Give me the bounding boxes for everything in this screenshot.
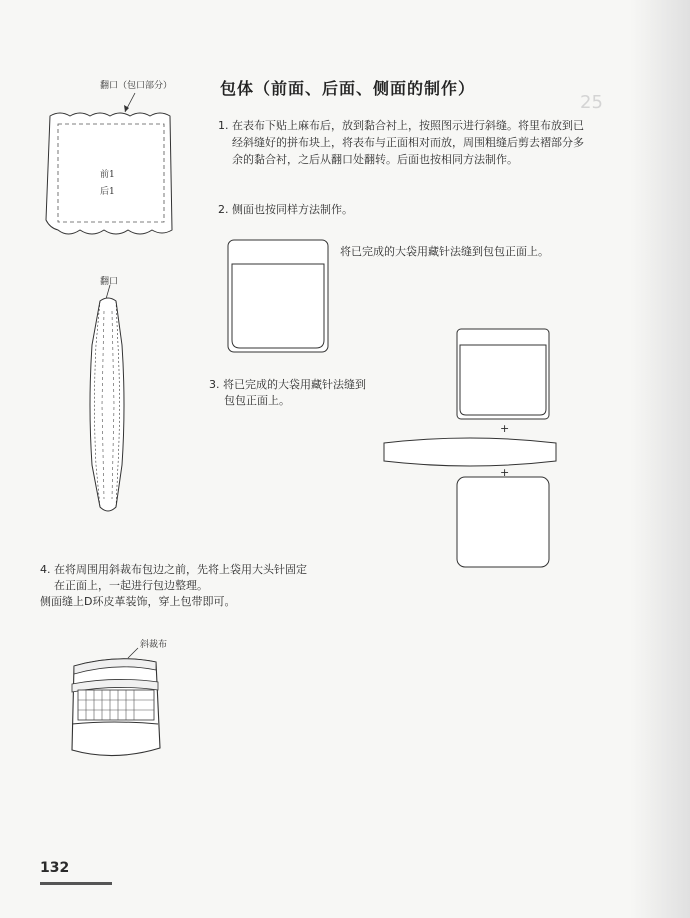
step-4-line-3: 侧面缝上D环皮革装饰，穿上包带即可。 <box>40 595 236 608</box>
pocket-on-front-diagram <box>226 238 336 358</box>
step-3-line-2: 包包正面上。 <box>224 394 290 407</box>
back-panel-label: 后1 <box>100 187 115 197</box>
step-4-line-1: 4. 在将周围用斜裁布包边之前，先将上袋用大头针固定 <box>40 563 307 576</box>
plus-sign-1: + <box>500 422 510 435</box>
step-2: 2. 侧面也按同样方法制作。 <box>218 203 353 216</box>
step-1-line-3: 余的黏合衬，之后从翻口处翻转。后面也按相同方法制作。 <box>232 153 518 166</box>
page-edge-shadow <box>630 0 690 918</box>
front-panel-label: 前1 <box>100 170 115 180</box>
step-1-line-2: 经斜缝好的拼布块上，将表布与正面相对而放，周围粗缝后剪去褶部分多 <box>232 136 584 149</box>
assembly-diagram <box>380 327 560 577</box>
page-number: 132 <box>40 860 70 876</box>
pocket-note: 将已完成的大袋用藏针法缝到包包正面上。 <box>340 245 549 258</box>
plus-sign-2: + <box>500 466 510 479</box>
side-panel-diagram <box>78 285 138 525</box>
opening-bag-label: 翻口（包口部分） <box>100 81 173 91</box>
bleed-through-heading: 25 <box>580 92 603 113</box>
step-1-line-1: 1. 在表布下贴上麻布后，放到黏合衬上，按照图示进行斜缝。将里布放到已 <box>218 119 584 132</box>
page-title: 包体（前面、后面、侧面的制作） <box>220 79 476 98</box>
finished-bag-diagram <box>64 640 174 770</box>
bias-tape-label: 斜裁布 <box>140 640 168 650</box>
step-3-line-1: 3. 将已完成的大袋用藏针法缝到 <box>209 378 366 391</box>
opening-label: 翻口 <box>100 277 119 287</box>
step-4-line-2: 在正面上，一起进行包边整理。 <box>54 579 208 592</box>
page-number-underline <box>40 882 112 885</box>
